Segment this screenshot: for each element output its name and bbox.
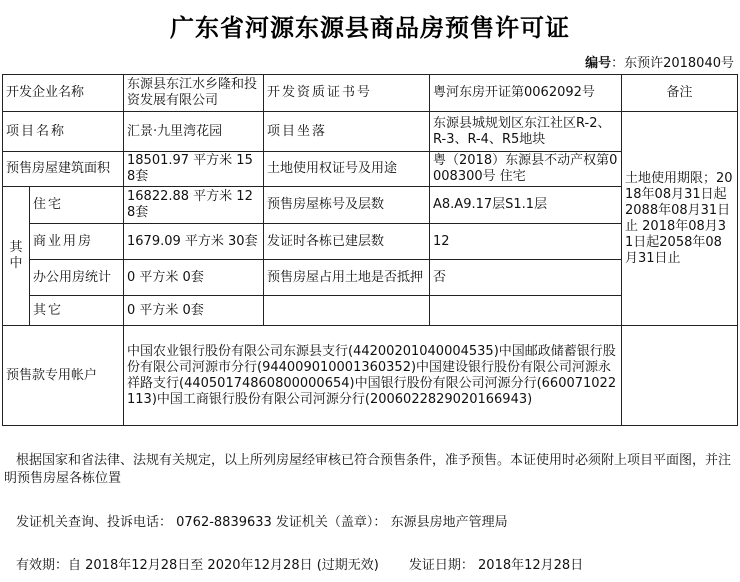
account-label: 预售款专用帐户 [3, 326, 124, 426]
built-floors-label: 发证时各栋已建层数 [264, 224, 430, 260]
validity-line [16, 557, 740, 575]
built-floors-value: 12 [430, 224, 622, 260]
empty-cell [264, 296, 430, 326]
other-label: 其它 [30, 296, 124, 326]
remark-label: 备注 [622, 75, 738, 112]
validity-period: 有效期：自 2018年12月28日至 2020年12月28日 (过期无效) [16, 558, 379, 573]
land-cert-value: 粤（2018）东源县不动产权第0008300号 住宅 [430, 152, 622, 187]
developer-value: 东源县东江水乡隆和投资发展有限公司 [124, 75, 264, 112]
project-label: 项目名称 [3, 112, 124, 152]
land-cert-label: 土地使用权证号及用途 [264, 152, 430, 187]
permit-table [2, 74, 738, 426]
certificate-number-label: 编号 [585, 56, 612, 71]
issue-date: 发证日期： 2018年12月28日 [408, 558, 584, 573]
certificate-number [585, 52, 734, 71]
building-label: 预售房屋栋号及层数 [264, 187, 430, 224]
location-label: 项目坐落 [264, 112, 430, 152]
developer-label: 开发企业名称 [3, 75, 124, 112]
among-label: 其中 [3, 187, 30, 326]
table-row [3, 326, 738, 426]
qualification-label: 开发资质证书号 [264, 75, 430, 112]
table-row [3, 75, 738, 112]
remark-value: 土地使用期限；2018年08月31日起2088年08月31日止 2018年08月31日起2058年08月31日止 [622, 112, 738, 326]
commercial-label: 商业用房 [30, 224, 124, 260]
residential-value: 16822.88 平方米 128套 [124, 187, 264, 224]
legal-statement: 根据国家和省法律、法规有关规定，以上所列房屋经审核已符合预售条件，准予预售。本证使用时必须附上项目平面图，并注明预售房屋各栋位置 [4, 453, 732, 486]
residential-label: 住宅 [30, 187, 124, 224]
area-label: 预售房屋建筑面积 [3, 152, 124, 187]
other-value: 0 平方米 0套 [124, 296, 264, 326]
project-value: 汇景·九里湾花园 [124, 112, 264, 152]
empty-cell [430, 296, 622, 326]
contact-line: 发证机关查询、投诉电话： 0762-8839633 发证机关（盖章）： 东源县房地产管理局 [16, 515, 508, 530]
building-value: A8.A9.17层S1.1层 [430, 187, 622, 224]
table-row [3, 112, 738, 152]
account-value: 中国农业银行股份有限公司东源县支行(44200201040004535)中国邮政储蓄银行股份有限公司河源市分行(944009010001360352)中国建设银行股份有限公司河源永祥路支行(44050174860800000654)中国银行股份有限公司河源分行(660071022113)中国工商银行股份有限公司河源分行(2006022829020166943) [124, 326, 622, 426]
location-value: 东源县城规划区东江社区R-2、R-3、R-4、R5地块 [430, 112, 622, 152]
mortgage-value: 否 [430, 260, 622, 296]
commercial-value: 1679.09 平方米 30套 [124, 224, 264, 260]
empty-cell [622, 326, 738, 426]
office-value: 0 平方米 0套 [124, 260, 264, 296]
page-title: 广东省河源东源县商品房预售许可证 [170, 14, 570, 42]
mortgage-label: 预售房屋占用土地是否抵押 [264, 260, 430, 296]
area-value: 18501.97 平方米 158套 [124, 152, 264, 187]
qualification-value: 粤河东房开证第0062092号 [430, 75, 622, 112]
office-label: 办公用房统计 [30, 260, 124, 296]
certificate-number-value: ：东预许2018040号 [611, 56, 734, 71]
